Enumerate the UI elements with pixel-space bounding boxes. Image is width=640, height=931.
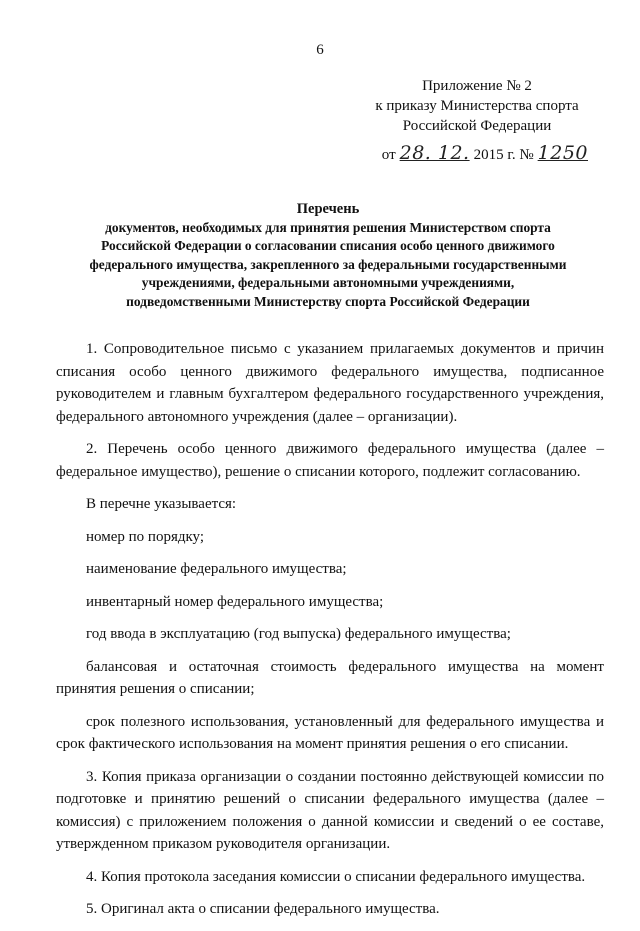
appendix-header bbox=[362, 76, 592, 136]
list-item: инвентарный номер федерального имущества; bbox=[86, 593, 384, 610]
list-item: срок полезного использования, установленный для федерального имущества и срок фактического использования на момент принятия решения о его списании. bbox=[56, 713, 604, 752]
title-line: подведомственными Министерству спорта Российской Федерации bbox=[126, 293, 530, 309]
title-heading: Перечень bbox=[296, 201, 360, 217]
title-line: документов, необходимых для принятия решения Министерством спорта bbox=[105, 219, 551, 235]
page-number: 6 bbox=[316, 42, 324, 58]
order-date-handwritten: 28. 12. bbox=[399, 142, 470, 164]
order-year: 2015 г. № bbox=[473, 147, 534, 163]
document-body bbox=[56, 338, 604, 931]
paragraph: 4. Копия протокола заседания комиссии о списании федерального имущества. bbox=[86, 868, 586, 885]
order-number-handwritten: 1250 bbox=[537, 142, 588, 164]
list-item: год ввода в эксплуатацию (год выпуска) федерального имущества; bbox=[86, 626, 511, 642]
paragraph: 3. Копия приказа организации о создании постоянно действующей комиссии по подготовке и принятию решений о списании федерального имущества (далее – комиссия) с приложением положения о данной комиссии и сведений о ее составе, утвержденном приказом руководителя организации. bbox=[56, 768, 604, 852]
order-prefix: от bbox=[381, 147, 396, 163]
title-line: федерального имущества, закрепленного за федеральными государственными bbox=[89, 256, 567, 272]
appendix-line: Приложение № 2 bbox=[422, 78, 532, 94]
paragraph: 2. Перечень особо ценного движимого федерального имущества (далее – федеральное имущество), решение о списании которого, подлежит согласованию. bbox=[56, 441, 604, 480]
title-line: учреждениями, федеральными автономными учреждениями, bbox=[141, 275, 515, 290]
document-title bbox=[58, 200, 598, 311]
appendix-line: Российской Федерации bbox=[402, 118, 552, 134]
paragraph: В перечне указывается: bbox=[86, 496, 237, 512]
title-line: Российской Федерации о согласовании списания особо ценного движимого bbox=[101, 238, 555, 253]
order-reference bbox=[382, 142, 588, 164]
appendix-line: к приказу Министерства спорта bbox=[375, 98, 579, 114]
paragraph: 1. Сопроводительное письмо с указанием прилагаемых документов и причин списания особо ценного движимого федерального имущества, подписанное руководителем и главным бухгалтером федерального государственного учреждения, федерального автономного учреждения (далее – организации). bbox=[56, 341, 604, 425]
list-item: балансовая и остаточная стоимость федерального имущества на момент принятия решения о списании; bbox=[56, 658, 604, 697]
paragraph: 5. Оригинал акта о списании федерального имущества. bbox=[86, 901, 440, 917]
list-item: номер по порядку; bbox=[86, 528, 205, 545]
list-item: наименование федерального имущества; bbox=[86, 561, 347, 577]
